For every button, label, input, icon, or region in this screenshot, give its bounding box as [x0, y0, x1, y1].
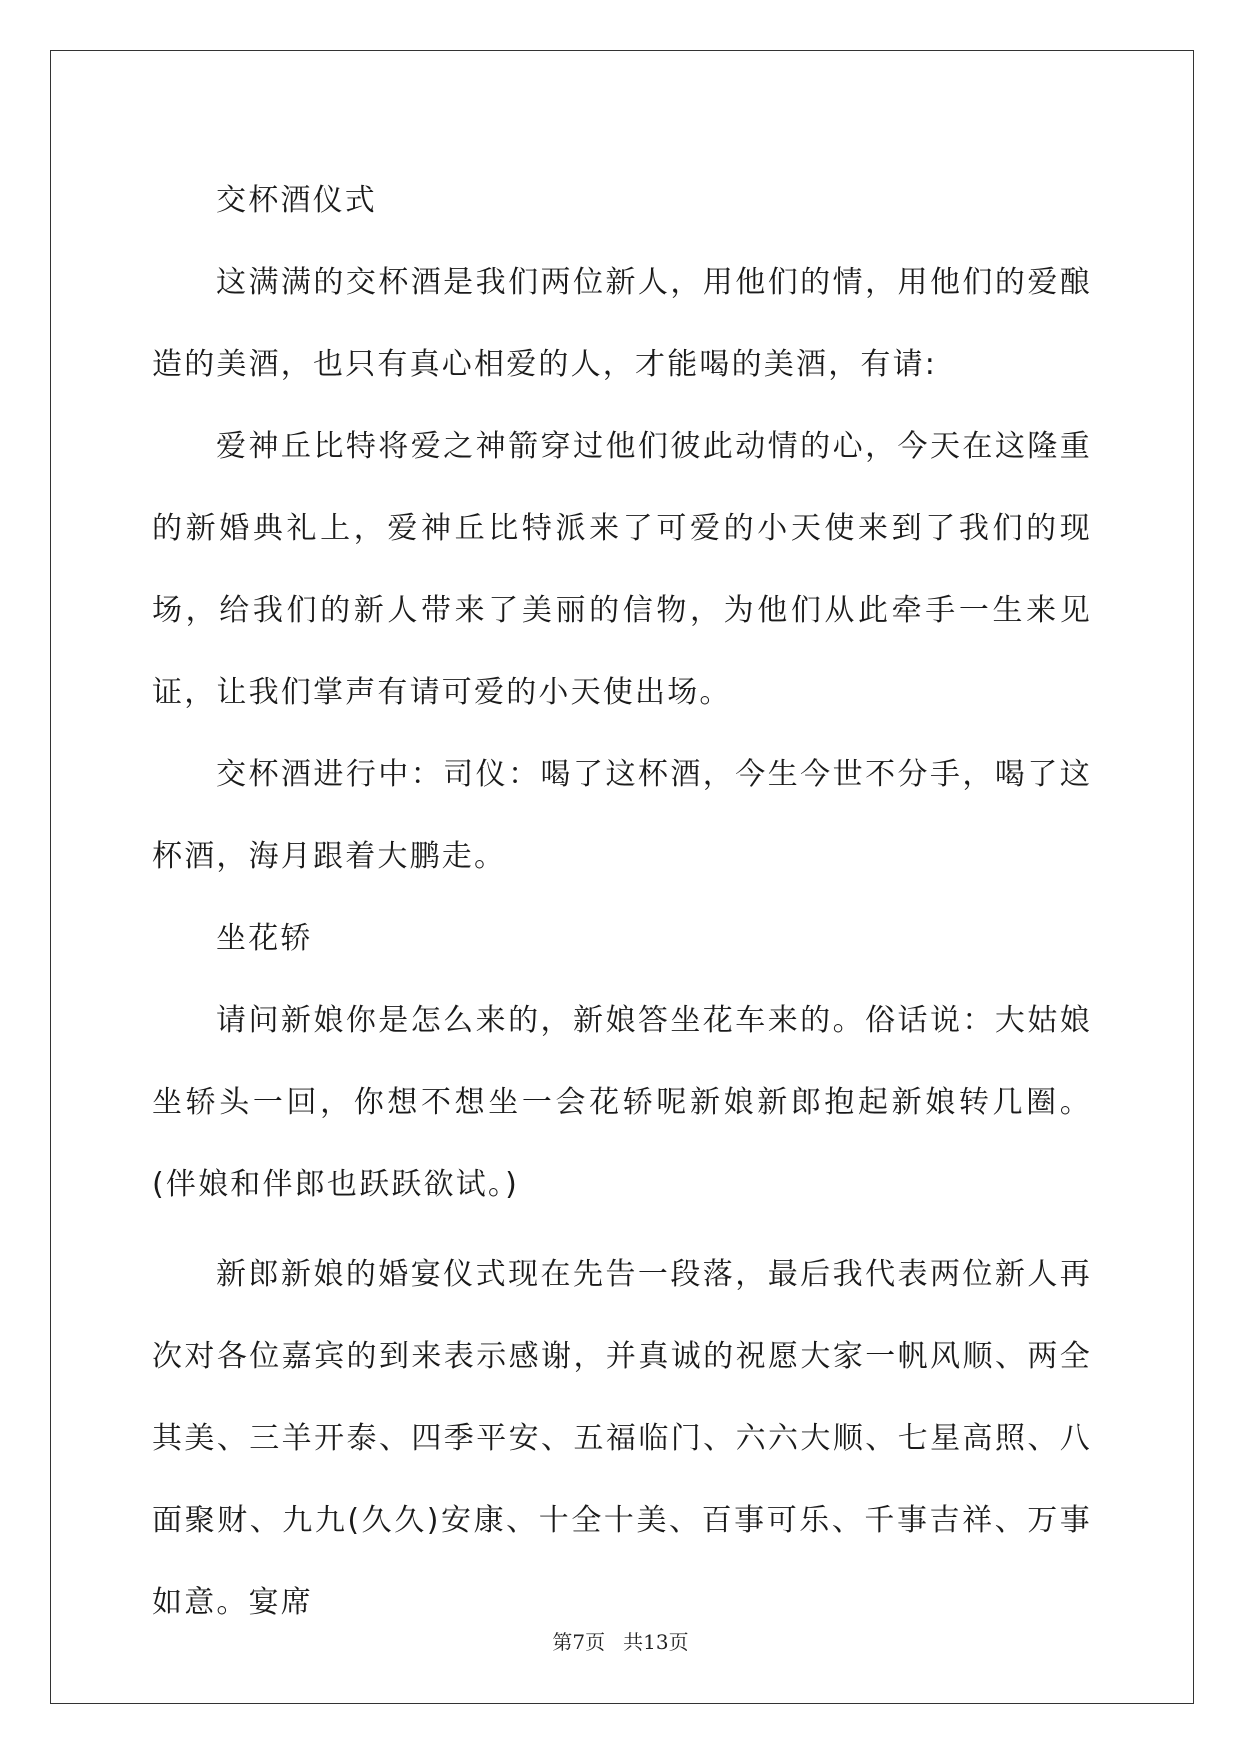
paragraph-jiaobeijiu-intro: 这满满的交杯酒是我们两位新人，用他们的情，用他们的爱酿造的美酒，也只有真心相爱的人，才能喝的美酒，有请: — [152, 265, 1092, 382]
section-heading-jiaobeijiu: 交杯酒仪式 — [216, 183, 377, 218]
paragraph-closing: 新郎新娘的婚宴仪式现在先告一段落，最后我代表两位新人再次对各位嘉宾的到来表示感谢，并真诚的祝愿大家一帆风顺、两全其美、三羊开泰、四季平安、五福临门、六六大顺、七星高照、八面聚财、九九(久久)安康、十全十美、百事可乐、千事吉祥、万事如意。宴席 — [152, 1257, 1092, 1620]
paragraph-cupid: 爱神丘比特将爱之神箭穿过他们彼此动情的心，今天在这隆重的新婚典礼上，爱神丘比特派来了可爱的小天使来到了我们的现场，给我们的新人带来了美丽的信物，为他们从此牵手一生来见证，让我们掌声有请可爱的小天使出场。 — [152, 429, 1092, 710]
total-pages: 共13页 — [623, 1630, 689, 1654]
document-body — [152, 160, 1092, 1644]
section-heading-zuohuajiao: 坐花轿 — [216, 921, 313, 956]
paragraph-jiaobeijiu-ongoing: 交杯酒进行中：司仪：喝了这杯酒，今生今世不分手，喝了这杯酒，海月跟着大鹏走。 — [152, 757, 1092, 874]
paragraph-huajiao: 请问新娘你是怎么来的，新娘答坐花车来的。俗话说：大姑娘坐轿头一回，你想不想坐一会花轿呢新娘新郎抱起新娘转几圈。(伴娘和伴郎也跃跃欲试。) — [152, 1003, 1092, 1202]
page-number: 第7页 — [552, 1630, 606, 1654]
page-footer — [0, 1626, 1241, 1655]
